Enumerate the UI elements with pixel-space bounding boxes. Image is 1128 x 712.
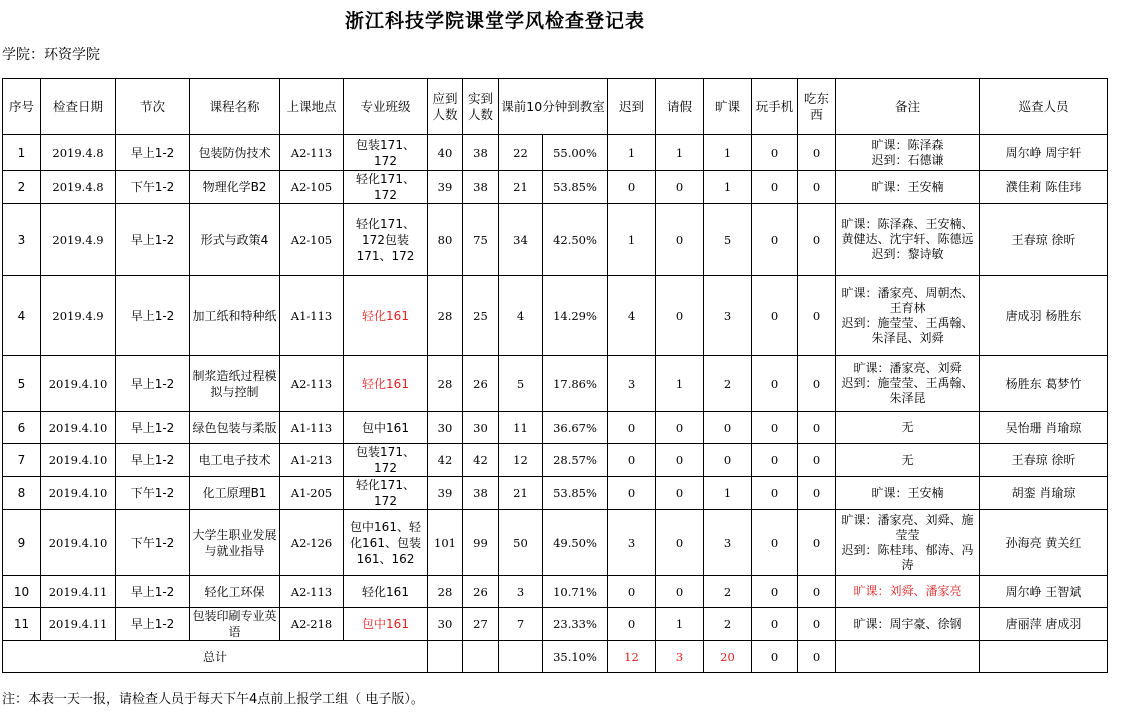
- remark-line: 迟到：施莹莹、王禹翰、朱泽昆: [841, 376, 974, 405]
- cell-course: 轻化工环保: [190, 576, 280, 608]
- col-header-eat: 吃东西: [798, 79, 836, 135]
- cell-course: 电工电子技术: [190, 444, 280, 477]
- cell-no: 2: [3, 171, 41, 204]
- total-eat: 0: [798, 641, 836, 673]
- college-label: 学院：环资学院: [2, 47, 100, 63]
- cell-no: 9: [3, 510, 41, 576]
- table-row: [3, 356, 1108, 412]
- footer-note: 注：本表一天一报，请检查人员于每天下午4点前上报学工组（ 电子版）。: [2, 692, 424, 707]
- cell-room: A1-213: [280, 444, 344, 477]
- cell-room: A2-218: [280, 608, 344, 641]
- cell-leave: 1: [656, 356, 704, 412]
- cell-eat: 0: [798, 477, 836, 510]
- table-row: [3, 576, 1108, 608]
- cell-date: 2019.4.9: [41, 204, 116, 276]
- remark-line: 旷课：潘家亮、刘舜、施莹莹: [841, 512, 974, 542]
- total-early-pct: 35.10%: [543, 641, 608, 673]
- cell-course: 加工纸和特种纸: [190, 276, 280, 356]
- cell-date: 2019.4.10: [41, 444, 116, 477]
- cell-inspectors: 吴怡珊 肖瑜琼: [980, 412, 1108, 444]
- cell-early-pct: 49.50%: [543, 510, 608, 576]
- cell-leave: 1: [656, 135, 704, 171]
- cell-date: 2019.4.10: [41, 510, 116, 576]
- remark-line: 旷课：王安楠: [871, 485, 944, 500]
- cell-class: 轻化161: [344, 276, 428, 356]
- cell-phone: 0: [752, 204, 798, 276]
- cell-absent: 2: [704, 576, 752, 608]
- cell-early-pct: 10.71%: [543, 576, 608, 608]
- cell-room: A1-113: [280, 276, 344, 356]
- table-row: [3, 444, 1108, 477]
- table-row: [3, 276, 1108, 356]
- cell-absent: 1: [704, 135, 752, 171]
- cell-expected: 30: [428, 412, 463, 444]
- col-header-leave: 请假: [656, 79, 704, 135]
- cell-actual: 38: [463, 171, 499, 204]
- col-header-late: 迟到: [608, 79, 656, 135]
- remark-line: 无: [901, 420, 914, 434]
- inspection-table: [2, 78, 1108, 673]
- table-row: [3, 204, 1108, 276]
- cell-absent: 5: [704, 204, 752, 276]
- cell-date: 2019.4.9: [41, 276, 116, 356]
- cell-actual: 99: [463, 510, 499, 576]
- col-header-no: 序号: [3, 79, 41, 135]
- cell-early-pct: 42.50%: [543, 204, 608, 276]
- table-row: [3, 135, 1108, 171]
- table-row: [3, 171, 1108, 204]
- cell-eat: 0: [798, 608, 836, 641]
- col-header-absent: 旷课: [704, 79, 752, 135]
- cell-leave: 0: [656, 204, 704, 276]
- cell-course: 化工原理B1: [190, 477, 280, 510]
- cell-absent: 1: [704, 171, 752, 204]
- col-header-class: 专业班级: [344, 79, 428, 135]
- cell-inspectors: 濮佳莉 陈佳玮: [980, 171, 1108, 204]
- cell-early-count: 22: [499, 135, 543, 171]
- col-header-room: 上课地点: [280, 79, 344, 135]
- cell-class: 轻化171、172: [344, 477, 428, 510]
- cell-early-count: 50: [499, 510, 543, 576]
- cell-remark: [836, 356, 980, 412]
- col-header-expected: 应到人数: [428, 79, 463, 135]
- cell-absent: 3: [704, 276, 752, 356]
- cell-inspectors: 王春琼 徐昕: [980, 204, 1108, 276]
- col-header-course: 课程名称: [190, 79, 280, 135]
- table-row: [3, 477, 1108, 510]
- cell-remark: [836, 204, 980, 276]
- remark-line: 迟到：施莹莹、王禹翰、朱泽昆、刘舜: [841, 315, 974, 345]
- cell-early-count: 12: [499, 444, 543, 477]
- cell-remark: [836, 477, 980, 510]
- cell-eat: 0: [798, 276, 836, 356]
- cell-leave: 0: [656, 412, 704, 444]
- cell-expected: 28: [428, 276, 463, 356]
- total-absent: 20: [704, 641, 752, 673]
- cell-class: 轻化171、172包装171、172: [344, 204, 428, 276]
- cell-expected: 101: [428, 510, 463, 576]
- total-row: [3, 641, 1108, 673]
- cell-absent: 3: [704, 510, 752, 576]
- cell-room: A2-126: [280, 510, 344, 576]
- cell-early-pct: 17.86%: [543, 356, 608, 412]
- cell-late: 1: [608, 204, 656, 276]
- cell-period: 早上1-2: [116, 135, 190, 171]
- col-header-early: 课前10分钟到教室: [499, 79, 608, 135]
- cell-period: 下午1-2: [116, 510, 190, 576]
- cell-early-count: 5: [499, 356, 543, 412]
- cell-remark: [836, 444, 980, 477]
- remark-line: 旷课：陈泽森、王安楠、黄健达、沈宇轩、陈德远: [841, 217, 974, 246]
- cell-actual: 38: [463, 477, 499, 510]
- cell-late: 1: [608, 135, 656, 171]
- cell-class: 轻化161: [344, 356, 428, 412]
- cell-eat: 0: [798, 444, 836, 477]
- cell-period: 早上1-2: [116, 356, 190, 412]
- cell-expected: 39: [428, 171, 463, 204]
- cell-course: 绿色包装与柔版: [190, 412, 280, 444]
- cell-class: 轻化171、172: [344, 171, 428, 204]
- cell-absent: 1: [704, 477, 752, 510]
- cell-no: 3: [3, 204, 41, 276]
- cell-remark: [836, 608, 980, 641]
- cell-early-pct: 28.57%: [543, 444, 608, 477]
- cell-actual: 26: [463, 356, 499, 412]
- cell-late: 3: [608, 356, 656, 412]
- remark-line: 旷课：王安楠: [871, 179, 944, 194]
- cell-date: 2019.4.8: [41, 171, 116, 204]
- cell-date: 2019.4.10: [41, 356, 116, 412]
- remark-line: 旷课：潘家亮、刘舜: [853, 361, 962, 375]
- cell-actual: 30: [463, 412, 499, 444]
- cell-late: 0: [608, 477, 656, 510]
- col-header-date: 检查日期: [41, 79, 116, 135]
- cell-late: 0: [608, 576, 656, 608]
- cell-early-pct: 53.85%: [543, 477, 608, 510]
- cell-inspectors: 周尔峥 王智斌: [980, 576, 1108, 608]
- cell-absent: 0: [704, 412, 752, 444]
- cell-course: 制浆造纸过程模拟与控制: [190, 356, 280, 412]
- cell-period: 早上1-2: [116, 576, 190, 608]
- cell-period: 早上1-2: [116, 204, 190, 276]
- cell-room: A2-105: [280, 204, 344, 276]
- cell-inspectors: 杨胜东 葛梦竹: [980, 356, 1108, 412]
- cell-leave: 0: [656, 576, 704, 608]
- cell-early-count: 21: [499, 477, 543, 510]
- cell-leave: 1: [656, 608, 704, 641]
- cell-late: 4: [608, 276, 656, 356]
- cell-eat: 0: [798, 510, 836, 576]
- cell-phone: 0: [752, 444, 798, 477]
- col-header-remark: 备注: [836, 79, 980, 135]
- cell-eat: 0: [798, 412, 836, 444]
- total-phone: 0: [752, 641, 798, 673]
- cell-period: 早上1-2: [116, 608, 190, 641]
- cell-no: 7: [3, 444, 41, 477]
- cell-actual: 38: [463, 135, 499, 171]
- cell-late: 0: [608, 412, 656, 444]
- cell-early-count: 34: [499, 204, 543, 276]
- col-header-period: 节次: [116, 79, 190, 135]
- col-header-inspectors: 巡查人员: [980, 79, 1108, 135]
- cell-eat: 0: [798, 135, 836, 171]
- cell-date: 2019.4.11: [41, 576, 116, 608]
- cell-class: 包装171、172: [344, 444, 428, 477]
- cell-expected: 39: [428, 477, 463, 510]
- header-row: [3, 79, 1108, 135]
- remark-line: 迟到：石德谦: [871, 152, 944, 167]
- page-title: 浙江科技学院课堂学风检查登记表: [344, 10, 645, 32]
- cell-remark: [836, 510, 980, 576]
- table-row: [3, 412, 1108, 444]
- cell-remark: [836, 412, 980, 444]
- col-header-phone: 玩手机: [752, 79, 798, 135]
- cell-leave: 0: [656, 477, 704, 510]
- cell-room: A1-205: [280, 477, 344, 510]
- col-header-actual: 实到人数: [463, 79, 499, 135]
- cell-period: 早上1-2: [116, 276, 190, 356]
- cell-date: 2019.4.11: [41, 608, 116, 641]
- cell-actual: 25: [463, 276, 499, 356]
- cell-date: 2019.4.10: [41, 477, 116, 510]
- cell-absent: 2: [704, 608, 752, 641]
- cell-eat: 0: [798, 171, 836, 204]
- cell-period: 早上1-2: [116, 412, 190, 444]
- cell-actual: 75: [463, 204, 499, 276]
- cell-period: 下午1-2: [116, 171, 190, 204]
- cell-leave: 0: [656, 510, 704, 576]
- cell-early-count: 21: [499, 171, 543, 204]
- cell-eat: 0: [798, 576, 836, 608]
- cell-phone: 0: [752, 171, 798, 204]
- cell-expected: 30: [428, 608, 463, 641]
- cell-room: A2-105: [280, 171, 344, 204]
- remark-line: 旷课：潘家亮、周朝杰、王育林: [841, 285, 974, 315]
- cell-no: 5: [3, 356, 41, 412]
- cell-early-count: 3: [499, 576, 543, 608]
- cell-inspectors: 孙海亮 黄关红: [980, 510, 1108, 576]
- cell-room: A1-113: [280, 412, 344, 444]
- cell-phone: 0: [752, 135, 798, 171]
- cell-no: 11: [3, 608, 41, 641]
- cell-inspectors: 周尔峥 周宇轩: [980, 135, 1108, 171]
- total-late: 12: [608, 641, 656, 673]
- remark-line: 旷课：陈泽森: [871, 137, 944, 152]
- cell-phone: 0: [752, 477, 798, 510]
- cell-absent: 2: [704, 356, 752, 412]
- cell-course: 包装防伪技术: [190, 135, 280, 171]
- cell-expected: 42: [428, 444, 463, 477]
- cell-late: 0: [608, 444, 656, 477]
- cell-leave: 0: [656, 444, 704, 477]
- cell-early-pct: 36.67%: [543, 412, 608, 444]
- total-label: 总计: [3, 641, 428, 673]
- cell-phone: 0: [752, 412, 798, 444]
- cell-late: 0: [608, 608, 656, 641]
- cell-phone: 0: [752, 608, 798, 641]
- cell-no: 8: [3, 477, 41, 510]
- cell-room: A2-113: [280, 356, 344, 412]
- cell-early-pct: 23.33%: [543, 608, 608, 641]
- cell-leave: 0: [656, 276, 704, 356]
- cell-class: 包中161: [344, 412, 428, 444]
- cell-class: 轻化161: [344, 576, 428, 608]
- cell-class: 包中161: [344, 608, 428, 641]
- cell-inspectors: 胡銮 肖瑜琼: [980, 477, 1108, 510]
- cell-phone: 0: [752, 576, 798, 608]
- cell-expected: 80: [428, 204, 463, 276]
- cell-phone: 0: [752, 510, 798, 576]
- cell-eat: 0: [798, 356, 836, 412]
- cell-remark: [836, 276, 980, 356]
- cell-absent: 0: [704, 444, 752, 477]
- table-row: [3, 608, 1108, 641]
- table-row: [3, 510, 1108, 576]
- cell-early-count: 7: [499, 608, 543, 641]
- cell-early-pct: 55.00%: [543, 135, 608, 171]
- cell-actual: 27: [463, 608, 499, 641]
- cell-leave: 0: [656, 171, 704, 204]
- cell-remark: [836, 135, 980, 171]
- cell-course: 物理化学B2: [190, 171, 280, 204]
- cell-date: 2019.4.10: [41, 412, 116, 444]
- cell-course: 形式与政策4: [190, 204, 280, 276]
- cell-eat: 0: [798, 204, 836, 276]
- cell-early-count: 11: [499, 412, 543, 444]
- remark-line: 旷课：刘舜、潘家亮: [853, 584, 962, 598]
- cell-expected: 28: [428, 356, 463, 412]
- cell-phone: 0: [752, 276, 798, 356]
- cell-no: 4: [3, 276, 41, 356]
- total-leave: 3: [656, 641, 704, 673]
- cell-no: 1: [3, 135, 41, 171]
- remark-line: 无: [901, 452, 914, 467]
- cell-expected: 40: [428, 135, 463, 171]
- remark-line: 迟到：黎诗敏: [871, 247, 944, 261]
- cell-inspectors: 王春琼 徐昕: [980, 444, 1108, 477]
- cell-inspectors: 唐成羽 杨胜东: [980, 276, 1108, 356]
- cell-actual: 42: [463, 444, 499, 477]
- cell-course: 包装印刷专业英语: [190, 608, 280, 641]
- cell-expected: 28: [428, 576, 463, 608]
- cell-room: A2-113: [280, 576, 344, 608]
- cell-room: A2-113: [280, 135, 344, 171]
- cell-course: 大学生职业发展与就业指导: [190, 510, 280, 576]
- cell-remark: [836, 171, 980, 204]
- cell-no: 6: [3, 412, 41, 444]
- cell-class: 包装171、172: [344, 135, 428, 171]
- cell-inspectors: 唐丽萍 唐成羽: [980, 608, 1108, 641]
- cell-late: 0: [608, 171, 656, 204]
- cell-early-pct: 14.29%: [543, 276, 608, 356]
- cell-period: 下午1-2: [116, 477, 190, 510]
- cell-date: 2019.4.8: [41, 135, 116, 171]
- cell-no: 10: [3, 576, 41, 608]
- cell-class: 包中161、轻化161、包装161、162: [344, 510, 428, 576]
- cell-late: 3: [608, 510, 656, 576]
- remark-line: 旷课：周宇豪、徐钢: [853, 616, 962, 631]
- remark-line: 迟到：陈桂玮、郁涛、冯涛: [841, 542, 974, 572]
- cell-actual: 26: [463, 576, 499, 608]
- cell-early-pct: 53.85%: [543, 171, 608, 204]
- cell-period: 早上1-2: [116, 444, 190, 477]
- cell-remark: [836, 576, 980, 608]
- cell-phone: 0: [752, 356, 798, 412]
- cell-early-count: 4: [499, 276, 543, 356]
